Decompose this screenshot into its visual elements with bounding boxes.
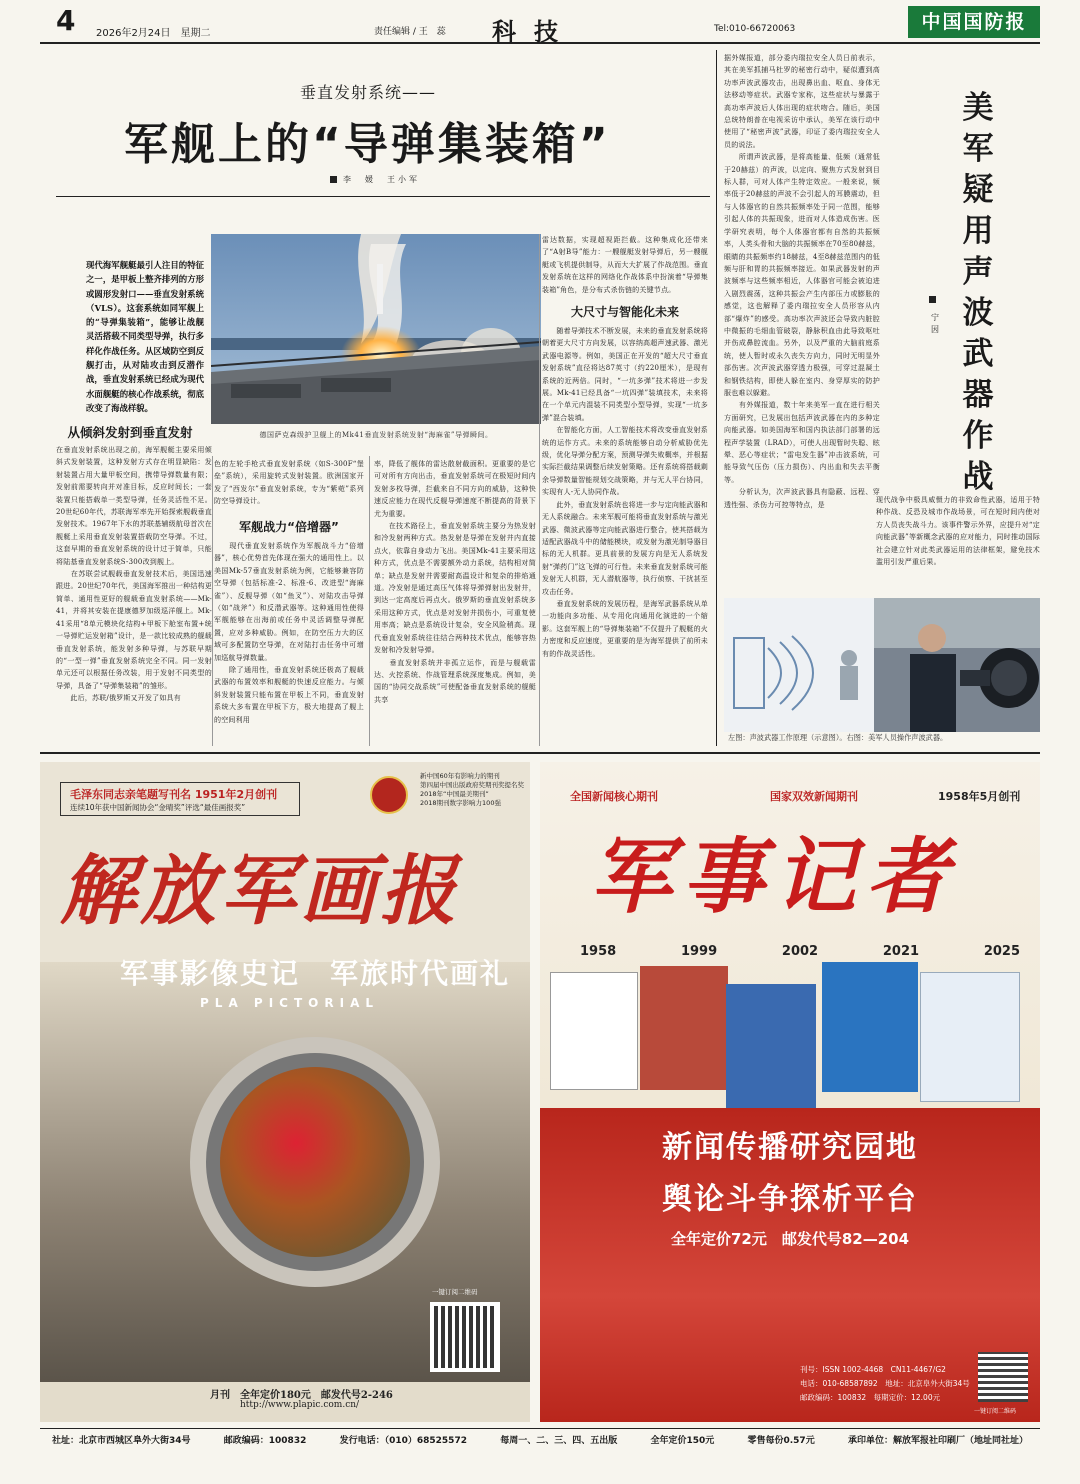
ad-url[interactable]: http://www.plapic.com.cn/	[240, 1400, 360, 1410]
honor-item: 2018期刊数字影响力100强	[420, 799, 501, 807]
subheading-3: 大尺寸与智能化未来	[570, 305, 679, 319]
military-journalist-ad	[540, 762, 1040, 1422]
ad-label-right: 1958年5月创刊	[938, 790, 1021, 803]
year-label: 1958	[580, 944, 617, 959]
page-number: 4	[56, 4, 76, 37]
ad-postcode: 邮政编码：100832 每期定价：12.00元	[800, 1393, 941, 1402]
ad-honors	[420, 772, 530, 808]
ad-price: 月刊 全年定价180元 邮发代号2-246	[210, 1390, 393, 1401]
badge-icon	[370, 776, 408, 814]
qr-code-icon[interactable]	[430, 1302, 500, 1372]
divider	[40, 752, 1040, 754]
photo-caption: 德国萨克森级护卫舰上的Mk41垂直发射系统发射“海麻雀”导弹瞬间。	[259, 431, 493, 439]
footer-retail-price: 零售每份0.57元	[747, 1436, 815, 1446]
side-photo-caption: 左图：声波武器工作原理（示意图）。右图：美军人员操作声波武器。	[728, 733, 948, 742]
cover-1958	[550, 972, 638, 1090]
section-rule	[716, 50, 717, 746]
footer-address: 社址：北京市西城区阜外大街34号	[52, 1436, 191, 1446]
side-article-column-1: 据外媒报道，部分委内瑞拉安全人员日前表示，其在美军抓捕马杜罗的秘密行动中，疑似遭到高功率声波武器攻击，出现鼻出血、呕血、身体无法移动等症状。武器专家称，这些症状与暴露于高功率声波后人体出现的症状吻合。随后，美国总统特朗普在电视采访中承认，美军在该行动中使用了“秘密声波”武器，印证了委内瑞拉安全人员的说法。 所谓声波武器，是将高能量、低频（通常低于20赫兹）的声波，以定向、聚焦方式发射到目标人群，可对人体产生特定效应。一般来说，频率低于20赫兹的声波不会引起人的耳膜震动，但与人体器官的自然共振频率处于同一范围，能够引起人体的共振现象，进而对人体造成伤害。医学研究表明，每个人体器官都有自然的共振频率，人类头骨和大脑的共振频率在70至80赫兹，眼睛的共振频率约18赫兹，4至8赫兹范围内的低频与肝和胃的共振频率接近。如果武器发射的声波频率与这些频率相近，人体器官可能会被迫进入剧烈震荡，这种共振会产生内部压力或膨胀的感觉，这也解释了委内瑞拉安全人员形容从内部“爆炸”的感受。高功率次声波还会导致内脏腔中微振的毛细血管破裂，静脉积血由此导致呕吐并伤成鼻腔流血。另外，以及严重的大脑前庭系统，使人暂时或永久丧失方向力，同时无明显外部伤害。次声波武器穿透力极强，可穿过混凝土和钢铁结构，即使人躲在室内、身穿厚实的防护服也难以躲避。 有外媒报道，数十年来美军一直在进行相关方面研究，已发展出包括声波武器在内的多种定向能武器。如美国海军和国内执法部门部署的远程声学装置（LRAD），可使人出现暂时失聪、眩晕、恶心等症状；“雷电发生器”冲击波系统，可能导致气压伤（压力损伤）、内出血和失去平衡等。 分析认为，次声波武器具有隐蔽、远程、穿透性强、杀伤力可控等特点，是	[724, 54, 880, 509]
ad-label-left: 全国新闻核心期刊	[570, 790, 658, 803]
article-column-2b: 现代垂直发射系统作为军舰战斗力“倍增器”，核心优势首先体现在强大的通用性上。以美国Mk-57垂直发射系统为例，它能够兼容防空导弹（包括标准-2、标准-6、改进型“海麻雀”）、反舰导弹（如“鱼叉”）、对陆攻击导弹（如“战斧”）和反潜武器等。这种通用性使得军舰能够在出海前或任务中灵活调整导弹配置，应对多种威胁。例如，在防空压力大的区域可多配置防空导弹，在对陆打击任务中可增加巡航导弹数量。 除了通用性，垂直发射系统还极高了舰载武器的布置效率和舰艇的快速反应能力。与倾斜发射装置只能布置在甲板上不同，垂直发射系统大多布置在甲板下方，极大地提高了舰上的空间利用	[214, 542, 364, 724]
footer-printer: 承印单位：解放军报社印刷厂（地址同社址）	[847, 1436, 1028, 1446]
byline-text: 李 媛 王小军	[343, 175, 420, 184]
ad-years	[580, 944, 1020, 959]
article-column-4b: 随着导弹技术不断发展，未来的垂直发射系统将朝着更大尺寸方向发展，以容纳高超声速武器、激光武器电源等。例如，美国正在开发的“超大尺寸垂直发射系统”直径将达87英寸（约220厘米），是现有系统的近两倍。同时，“一坑多弹”技术将进一步发展。Mk-41已经具备“一坑四弹”装填技术，未来将在一个单元内混装不同类型小型导弹，实现“一坑多弹”混合装填。 在智能化方面，人工智能技术将改变垂直发射系统的运作方式。未来的系统能够自动分析威胁优先级，优化导弹分配方案，预测导弹失败概率，并根据实际拦截结果调整后续发射策略。还有系统将搭载剩余导弹数量智能规划交战策略，并与无人平台协同，实现有人-无人协同作战。 此外，垂直发射系统也将进一步与定向能武器和无人系统融合。未来军舰可能将垂直发射系统与激光武器、微波武器等定向能武器进行整合，使其搭载为适配武器战斗中的储能模块，或发射为激光制导器目标的无人机群。更具前景的发展方向是无人系统发射“弹药门”这飞弹的可行性。未来垂直发射系统可能发射无人机群，无人潜航器等，执行侦察、干扰甚至攻击任务。 垂直发射系统的发展历程，是海军武器系统从单一功能向多功能、从专用化向通用化演进的一个缩影。这套军舰上的“导弹集装箱”不仅提升了舰艇的火力密度和反应速度，更重要的是为海军提供了前所未有的作战灵活性。	[542, 327, 708, 658]
cover-2021	[822, 962, 918, 1092]
cover-2002	[726, 984, 816, 1108]
newspaper-logo: 中国国防报	[908, 6, 1040, 38]
honor-item: 第四届中国出版政府奖期刊奖提名奖	[420, 781, 524, 789]
article-byline	[330, 174, 420, 185]
author-marker-icon	[929, 296, 936, 303]
sonic-weapon-photos	[724, 598, 1040, 732]
pla-pictorial-ad	[40, 762, 530, 1422]
year-label: 2002	[781, 944, 819, 959]
sonic-weapon-image	[724, 598, 1040, 732]
parade-photo	[220, 1067, 410, 1257]
honor-item: 新中国60年有影响力的期刊	[420, 772, 500, 780]
page-footer	[40, 1428, 1040, 1446]
ad-top-line: 毛泽东同志亲笔题写刊名 1951年2月创刊	[70, 788, 278, 801]
side-article-column-2: 现代战争中极具威慑力的非致命性武器，适用于特种作战、反恐及城市作战场景，可在短时间内使对方人员丧失战斗力。该事件警示外界，应提升对“定向能武器”等新概念武器的应对能力，同时推动国际社会建立针对此类武器运用的法律框架，避免技术滥用引发严重后果。	[876, 496, 1040, 567]
article-kicker: 垂直发射系统——	[300, 83, 437, 102]
byline-marker-icon	[330, 176, 337, 183]
ad-sub-line: 连续10年获中国新闻协会“金晴奖”评选“最佳画报奖”	[70, 803, 246, 812]
ad-price: 全年定价72元 邮发代号82—204	[670, 1230, 910, 1248]
footer-schedule: 每周一、二、三、四、五出版	[500, 1436, 618, 1446]
masthead	[40, 4, 1040, 44]
article-column-4a: 雷达数据，实现超视距拦截。这种集成化还带来了“A射B导”能力：一艘舰艇发射导弹后，另一艘舰艇或飞机提供制导，从而大大扩展了作战范围。垂直发射系统在这样的网络化作战体系中扮演着“导弹集装箱”角色，是分布式杀伤链的关键节点。	[542, 236, 708, 294]
footer-postcode: 邮政编码：100832	[223, 1436, 307, 1446]
article-column-2: 色的左轮手枪式垂直发射系统（如S-300F“堡垒”系统），采用旋转式发射装置。欧洲国家开发了“西发尔”垂直发射系统，专为“紫菀”系列防空导弹设计。	[214, 460, 364, 506]
divider	[56, 196, 710, 197]
subheading-2: 军舰战力“倍增器”	[239, 520, 339, 534]
column-rule	[369, 456, 370, 746]
article-column-3: 率，降低了舰体的雷达散射截面积。更重要的是它可对所有方向出击，垂直发射系统可在极短时间内发射多枚导弹，拦截来自不同方向的威胁，这种快速反应能力在现代反舰导弹速度不断提高的背景下尤为重要。 在技术路径上，垂直发射系统主要分为热发射和冷发射两种方式。热发射是导弹在发射井内直接点火，依靠自身动力飞出。美国Mk-41主要采用这种方式，优点是不需要额外动力系统，结构相对简单；缺点是发射井需要耐高温设计和复杂的排焰通道。冷发射是通过高压气体将导弹弹射出发射井，到达一定高度后再点火。俄罗斯的垂直发射系统多采用这种方式，优点是对发射井损伤小，可重复使用率高；缺点是系统设计复杂，安全风险稍高。现代垂直发射系统往往结合两种技术优点，能够容热发射和冷发射导弹。 垂直发射系统并非孤立运作，而是与舰载雷达、火控系统、作战管理系统深度集成。例如，美国的“协同交战系统”可使配备垂直发射系统的舰艇共享	[374, 460, 536, 704]
ad-slogan-1: 新闻传播研究园地	[662, 1130, 918, 1165]
footer-phone: 发行电话：（010）68525572	[339, 1436, 467, 1446]
ad-slogan-2: 舆论斗争探析平台	[662, 1182, 918, 1217]
ad-title: 解放军画报	[60, 846, 460, 935]
contact-tel: Tel:010-66720063	[714, 24, 796, 34]
side-article-author: 宁因	[931, 313, 939, 334]
section-title: 科技	[492, 18, 576, 46]
column-rule	[212, 456, 213, 746]
cover-1999	[640, 966, 728, 1090]
issue-date: 2026年2月24日 星期二	[96, 28, 211, 39]
year-label: 2021	[882, 944, 920, 959]
qr-label: 一键订阅二维码	[974, 1408, 1017, 1415]
ad-phone: 电话：010-68587892 地址：北京阜外大街34号	[800, 1379, 970, 1388]
ad-label-mid: 国家双效新闻期刊	[770, 790, 858, 803]
cover-2025	[920, 972, 1020, 1102]
column-rule	[539, 234, 540, 746]
year-label: 1999	[680, 944, 718, 959]
qr-pattern	[978, 1352, 1028, 1402]
missile-launch-image	[211, 234, 541, 424]
qr-code-icon[interactable]	[978, 1352, 1028, 1402]
ad-title: 军事记者	[590, 829, 958, 925]
subheading-1: 从倾斜发射到垂直发射	[67, 425, 193, 440]
ad-english-title: PLA PICTORIAL	[200, 996, 379, 1010]
ad-slogan: 军事影像史记 军旅时代画礼	[120, 957, 511, 990]
editor-credit: 责任编辑 / 王 蕊	[374, 27, 446, 37]
footer-annual-price: 全年定价150元	[650, 1436, 715, 1446]
missile-launch-photo	[211, 234, 541, 424]
honor-item: 2018年“中国最美期刊”	[420, 790, 489, 798]
ad-issn: 刊号：ISSN 1002-4468 CN11-4467/G2	[800, 1365, 946, 1374]
article-column-1: 在垂直发射系统出现之前，海军舰艇主要采用倾斜式发射装置，这种发射方式存在明显缺陷：发射装置占用大量甲板空间，携带导弹数量有限；发射前需要转向并对准目标，反应时间长；一套装置只能搭载单一类型导弹，任务灵活性不足。20世纪60年代，苏联海军率先开始探索舰载垂直发射技术。1967年下水的苏联基辅级航母首次在舰艇上采用垂直发射装置搭载防空导弹。不过，这套早期的垂直发射系统的设计过于简单，只能将陆基垂直发射系统S-300改到舰上。 在苏联尝试舰载垂直发射技术后，美国迅速跟进。20世纪70年代，美国海军推出一种结构更简单、通用性更好的舰载垂直发射系统——Mk-41，并将其安装在提康德罗加级巡洋舰上。Mk-41采用“8单元模块化结构+甲板下舱室布置+统一导弹贮运发射箱”设计，是一款比较成熟的舰载垂直发射系统，能发射多种导弹，与苏联早期的“一型一弹”垂直发射系统完全不同。同一发射单元还可以根据任务改装，用于发射不同类型的导弹，具备了“导弹集装箱”的雏形。 此后，苏联/俄罗斯又开发了如具有	[56, 446, 212, 703]
article-headline: 军舰上的“导弹集装箱”	[124, 119, 611, 170]
year-label: 2025	[983, 944, 1020, 959]
qr-pattern	[434, 1306, 496, 1368]
side-article-title: 美军疑用声波武器作战	[962, 90, 994, 495]
article-lead: 现代海军舰艇最引人注目的特征之一，是甲板上整齐排列的方形或圆形发射口——垂直发射系统（VLS）。这套系统如同军舰上的“导弹集装箱”，能够让战舰灵活搭载不同类型导弹，执行多样化作战任务。从区域防空到反舰打击，从对陆攻击到反潜作战，垂直发射系统已经成为现代水面舰艇的核心作战系统，彻底改变了海战样貌。	[86, 260, 204, 413]
qr-label: 一键订阅二维码	[432, 1288, 478, 1296]
